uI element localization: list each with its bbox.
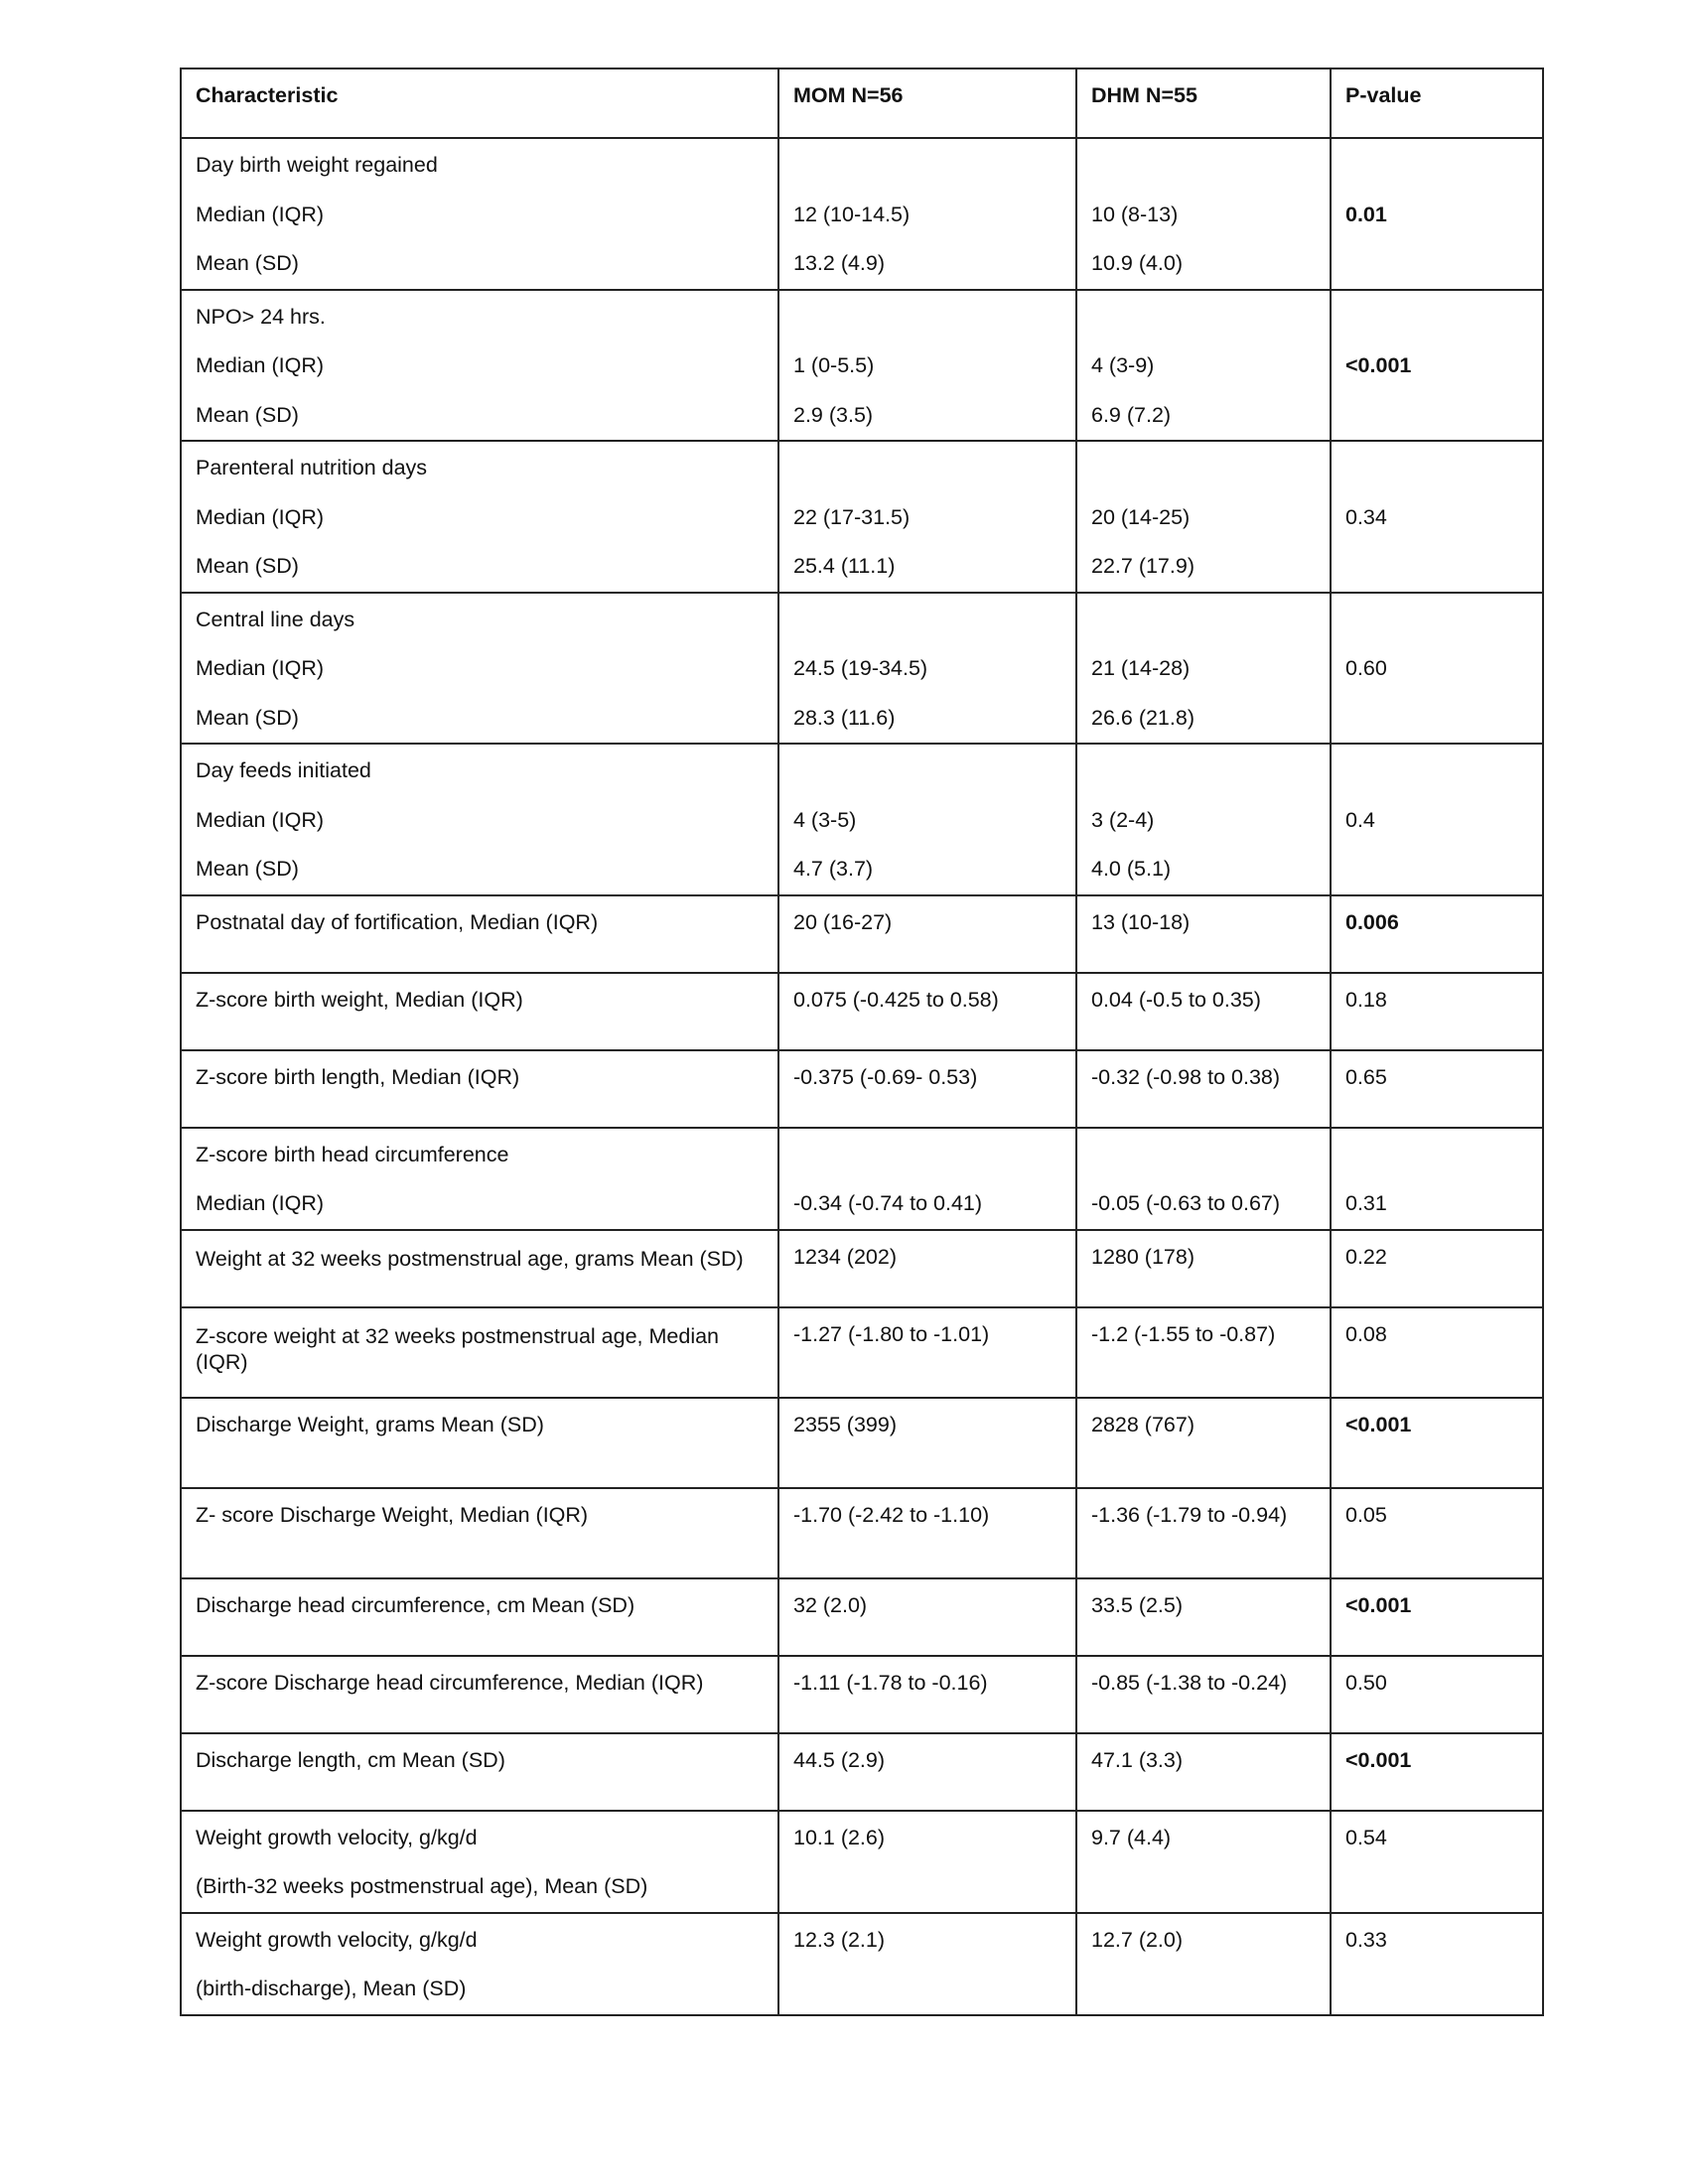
group-label: Parenteral nutrition days (196, 456, 428, 479)
header-dhm: DHM N=55 (1076, 68, 1331, 138)
p-value: <0.001 (1345, 1592, 1412, 1617)
table-row: Day birth weight regained Median (IQR) Mean (SD) 12 (10-14.5) 13.2 (4.9) 10 (8-13) 10.9 (4.0) 0.01 (181, 138, 1543, 290)
p-value: 0.08 (1345, 1321, 1387, 1346)
results-table (180, 68, 1544, 2016)
p-value: 0.34 (1345, 504, 1387, 529)
p-value: 0.22 (1345, 1244, 1387, 1269)
table-row: Z-score birth weight, Median (IQR) 0.075 (-0.425 to 0.58) 0.04 (-0.5 to 0.35) 0.18 (181, 973, 1543, 1050)
table-row: Central line days Median (IQR) Mean (SD) 24.5 (19-34.5) 28.3 (11.6) 21 (14-28) 26.6 (21.8) 0.60 (181, 593, 1543, 745)
p-value: 0.60 (1345, 656, 1387, 680)
group-label: Day birth weight regained (196, 153, 438, 177)
table-row: Z-score Discharge head circumference, Median (IQR) -1.11 (-1.78 to -0.16) -0.85 (-1.38 to -0.24) 0.50 (181, 1656, 1543, 1733)
header-p-value: P-value (1331, 68, 1543, 138)
p-value: <0.001 (1345, 353, 1412, 377)
table-row: Z-score weight at 32 weeks postmenstrual age, Median (IQR) -1.27 (-1.80 to -1.01) -1.2 (-1.55 to -0.87) 0.08 (181, 1307, 1543, 1398)
p-value: 0.4 (1345, 807, 1375, 832)
table-row: Discharge Weight, grams Mean (SD) 2355 (399) 2828 (767) <0.001 (181, 1398, 1543, 1488)
table-row: Z-score birth head circumference Median (IQR) -0.34 (-0.74 to 0.41) -0.05 (-0.63 to 0.67) 0.31 (181, 1128, 1543, 1230)
p-value: 0.05 (1345, 1502, 1387, 1527)
table-row: Weight growth velocity, g/kg/d (Birth-32 weeks postmenstrual age), Mean (SD) 10.1 (2.6) 9.7 (4.4) 0.54 (181, 1811, 1543, 1913)
group-label: Central line days (196, 607, 355, 631)
p-value: 0.01 (1345, 202, 1387, 226)
table-header-row (181, 68, 1543, 138)
p-value: 0.50 (1345, 1670, 1387, 1695)
p-value: <0.001 (1345, 1412, 1412, 1436)
p-value: 0.65 (1345, 1064, 1387, 1089)
p-value: 0.31 (1345, 1191, 1387, 1215)
header-mom: MOM N=56 (778, 68, 1076, 138)
table-row: Discharge head circumference, cm Mean (SD) 32 (2.0) 33.5 (2.5) <0.001 (181, 1578, 1543, 1656)
table-row: Postnatal day of fortification, Median (IQR) 20 (16-27) 13 (10-18) 0.006 (181, 895, 1543, 973)
p-value: 0.33 (1345, 1927, 1387, 1952)
p-value: 0.54 (1345, 1825, 1387, 1849)
table-row: NPO> 24 hrs. Median (IQR) Mean (SD) 1 (0-5.5) 2.9 (3.5) 4 (3-9) 6.9 (7.2) <0.001 (181, 290, 1543, 442)
group-label: Day feeds initiated (196, 758, 371, 782)
table-row: Parenteral nutrition days Median (IQR) Mean (SD) 22 (17-31.5) 25.4 (11.1) 20 (14-25) 22.7 (17.9) 0.34 (181, 441, 1543, 593)
table-row: Weight growth velocity, g/kg/d (birth-discharge), Mean (SD) 12.3 (2.1) 12.7 (2.0) 0.33 (181, 1913, 1543, 2015)
group-label: NPO> 24 hrs. (196, 304, 326, 329)
table-row: Z-score birth length, Median (IQR) -0.375 (-0.69- 0.53) -0.32 (-0.98 to 0.38) 0.65 (181, 1050, 1543, 1128)
table-row: Weight at 32 weeks postmenstrual age, grams Mean (SD) 1234 (202) 1280 (178) 0.22 (181, 1230, 1543, 1307)
table-row: Discharge length, cm Mean (SD) 44.5 (2.9) 47.1 (3.3) <0.001 (181, 1733, 1543, 1811)
p-value: 0.18 (1345, 987, 1387, 1012)
header-characteristic: Characteristic (181, 68, 778, 138)
table-row: Z- score Discharge Weight, Median (IQR) -1.70 (-2.42 to -1.10) -1.36 (-1.79 to -0.94) 0.05 (181, 1488, 1543, 1578)
group-label: Z-score birth head circumference (196, 1142, 509, 1166)
p-value: <0.001 (1345, 1747, 1412, 1772)
table-row: Day feeds initiated Median (IQR) Mean (SD) 4 (3-5) 4.7 (3.7) 3 (2-4) 4.0 (5.1) 0.4 (181, 744, 1543, 895)
p-value: 0.006 (1345, 909, 1399, 934)
